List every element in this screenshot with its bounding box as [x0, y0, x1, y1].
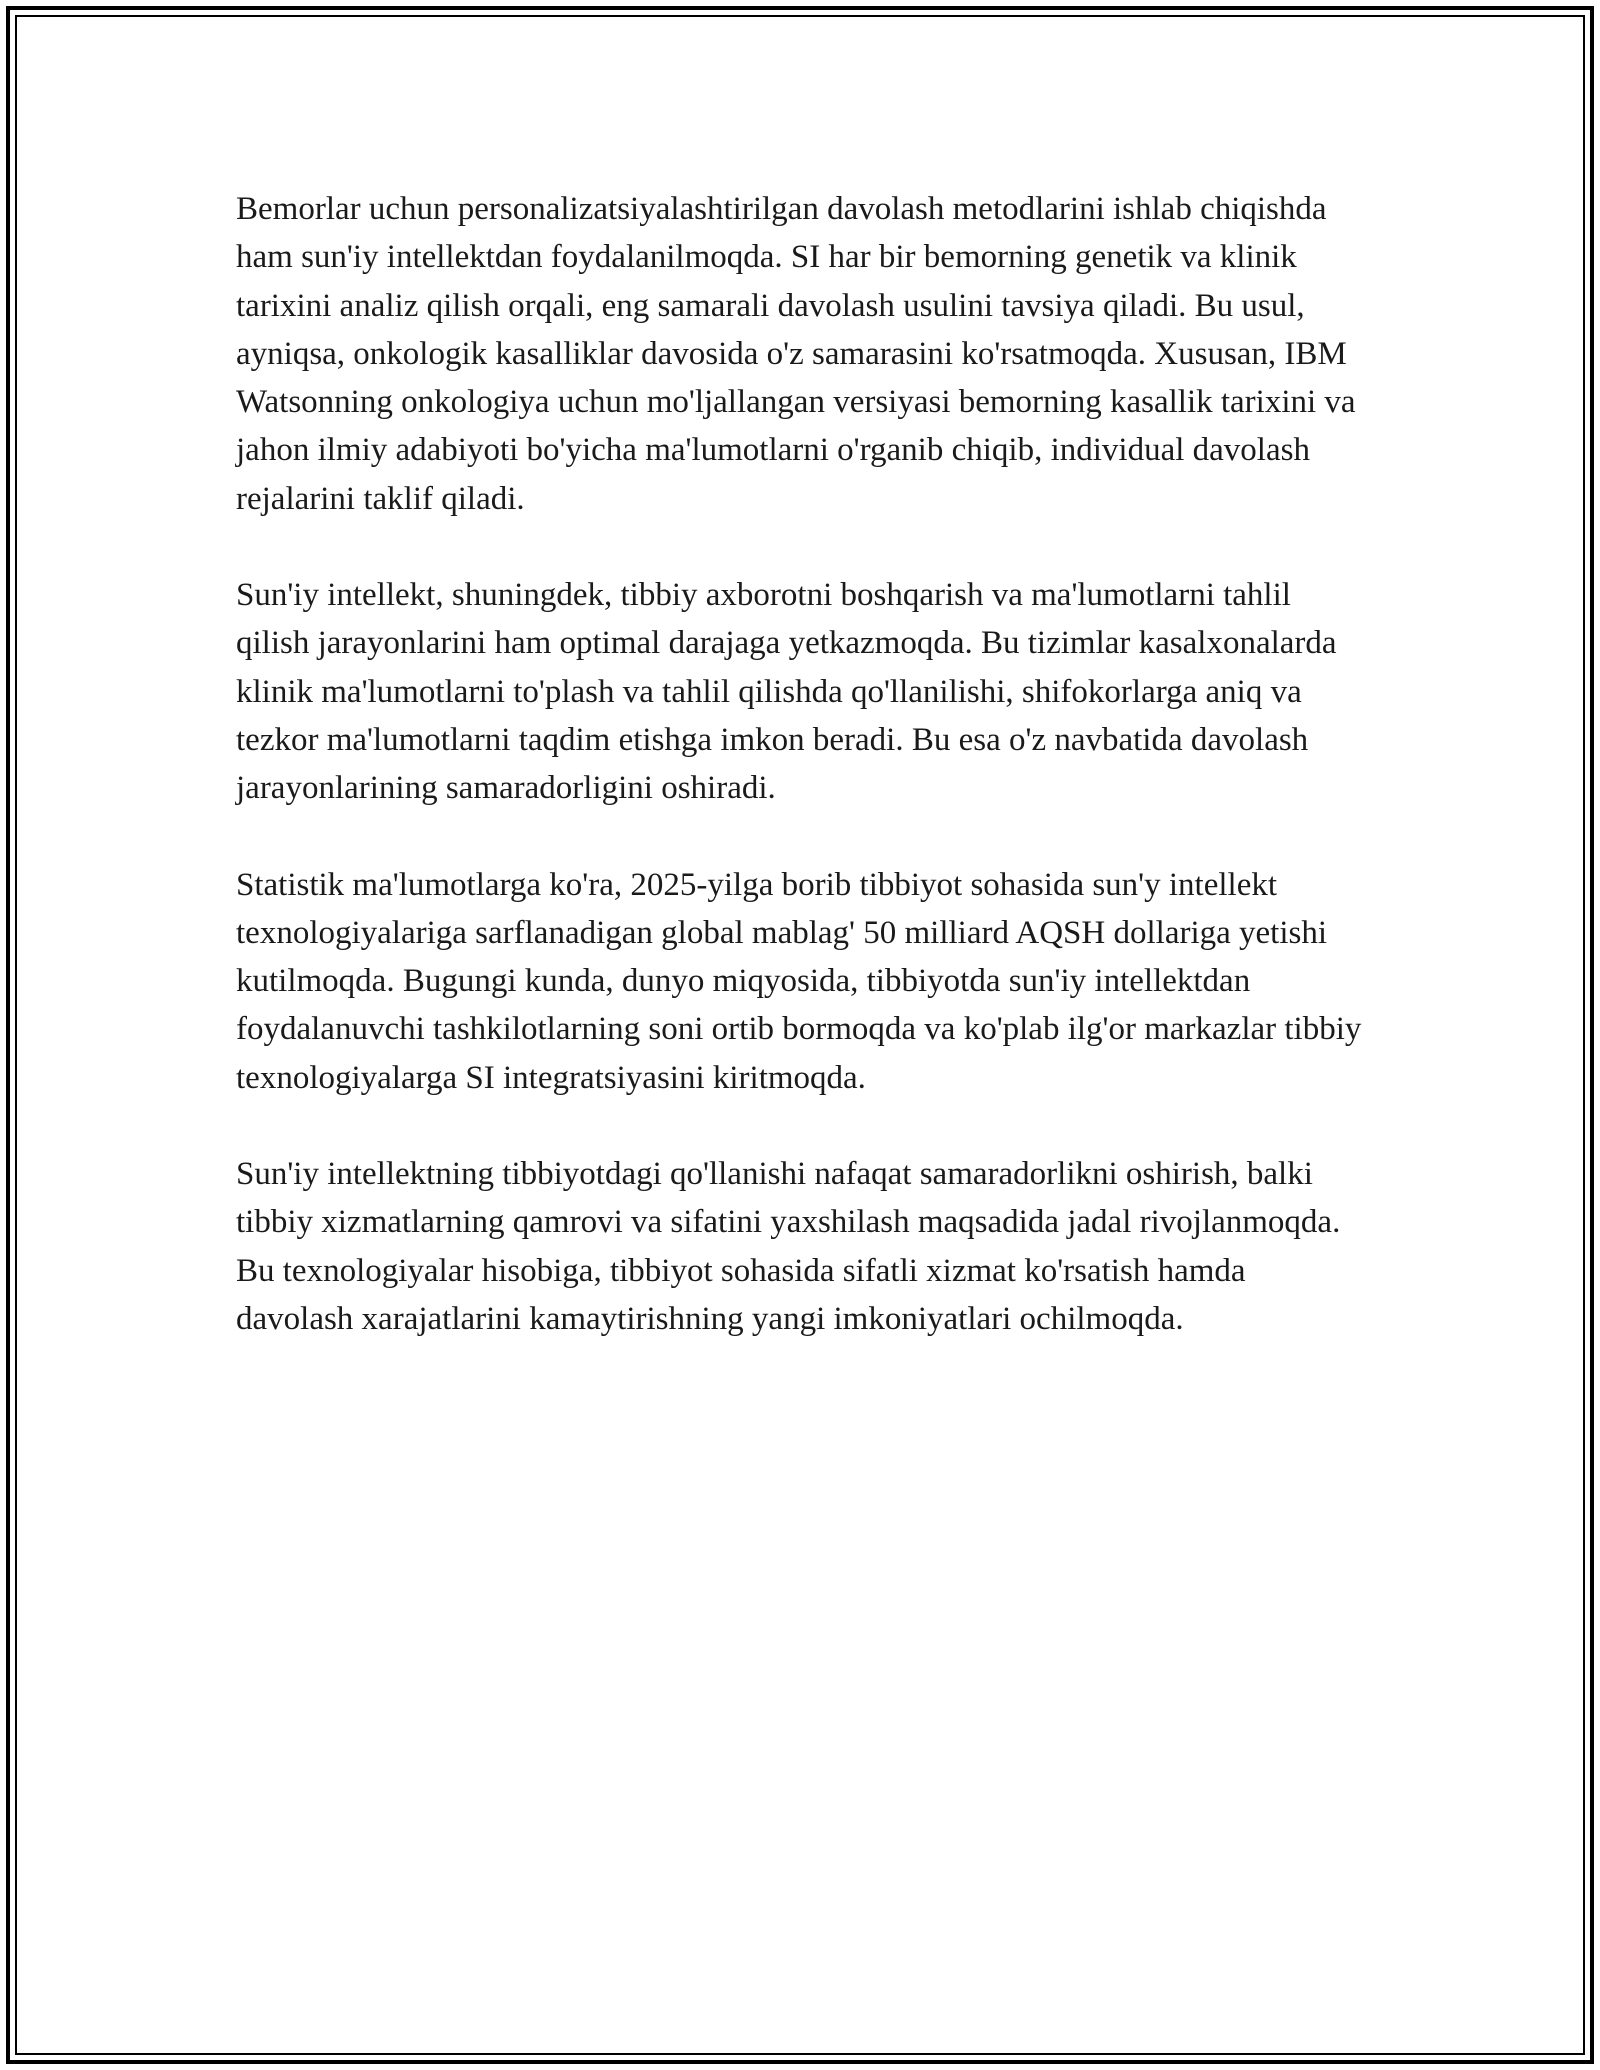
paragraph: Statistik ma'lumotlarga ko'ra, 2025-yilga borib tibbiyot sohasida sun'y intellekt texnologiyalariga sarflanadigan global mablag' 50 milliard AQSH dollariga yetishi kutilmoqda. Bugungi kunda, dunyo miqyosida, tibbiyotda sun'iy intellektdan foydalanuvchi tashkilotlarning soni ortib bormoqda va ko'plab ilg'or markazlar tibbiy texnologiyalarga SI integratsiyasini kiritmoqda.	[236, 866, 1362, 1096]
paragraph: Bemorlar uchun personalizatsiyalashtirilgan davolash metodlarini ishlab chiqishda ham sun'iy intellektdan foydalanilmoqda. SI har bir bemorning genetik va klinik tarixini analiz qilish orqali, eng samarali davolash usulini tavsiya qiladi. Bu usul, ayniqsa, onkologik kasalliklar davosida o'z samarasini ko'rsatmoqda. Xususan, IBM Watsonning onkologiya uchun mo'ljallangan versiyasi bemorning kasallik tarixini va jahon ilmiy adabiyoti bo'yicha ma'lumotlarni o'rganib chiqib, individual davolash rejalarini taklif qiladi.	[236, 191, 1356, 517]
paragraph: Sun'iy intellektning tibbiyotdagi qo'llanishi nafaqat samaradorlikni oshirish, balki tibbiy xizmatlarning qamrovi va sifatini yaxshilash maqsadida jadal rivojlanmoqda. Bu texnologiyalar hisobiga, tibbiyot sohasida sifatli xizmat ko'rsatish hamda davolash xarajatlarini kamaytirishning yangi imkoniyatlari ochilmoqda.	[236, 1156, 1341, 1337]
document-body	[236, 185, 1366, 1391]
paragraph: Sun'iy intellekt, shuningdek, tibbiy axborotni boshqarish va ma'lumotlarni tahlil qilish jarayonlarini ham optimal darajaga yetkazmoqda. Bu tizimlar kasalxonalarda klinik ma'lumotlarni to'plash va tahlil qilishda qo'llanilishi, shifokorlarga aniq va tezkor ma'lumotlarni taqdim etishga imkon beradi. Bu esa o'z navbatida davolash jarayonlarining samaradorligini oshiradi.	[236, 577, 1337, 807]
